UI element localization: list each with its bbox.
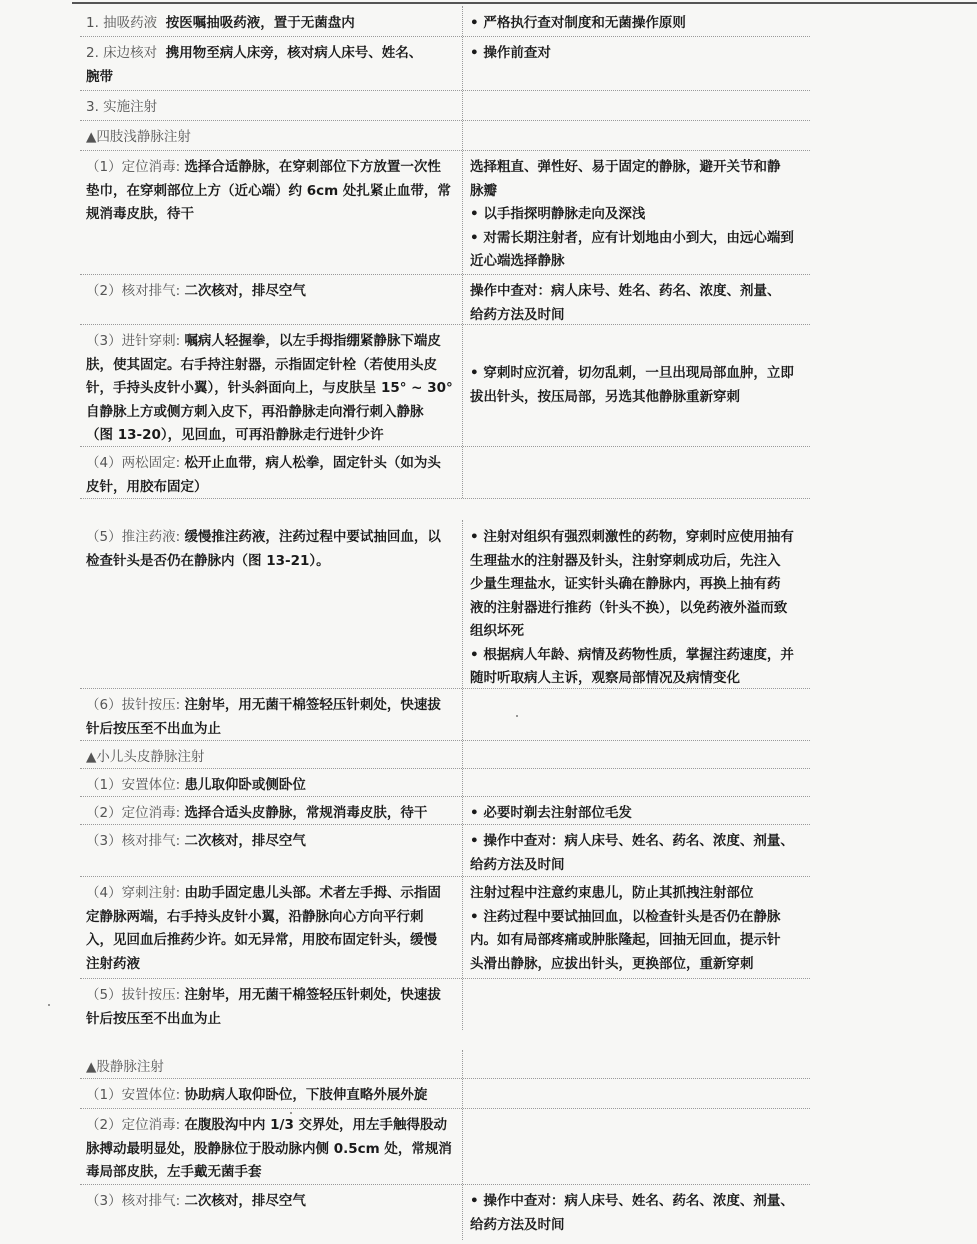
- note-line: • 注药过程中要试抽回血，以检查针头是否仍在静脉: [470, 908, 781, 925]
- section-row: [80, 120, 810, 151]
- section-cell: [86, 740, 460, 768]
- note-cell: [470, 876, 806, 978]
- step-text-line: 检查针头是否仍在静脉内（图 13-21）。: [86, 552, 330, 569]
- table-row: [80, 876, 810, 979]
- section-heading: ▲股静脉注射: [86, 1059, 164, 1075]
- step-text: 二次核对，排尽空气: [184, 833, 306, 849]
- note-line: • 严格执行查对制度和无菌操作原则: [470, 15, 686, 31]
- note-line: 操作中查对：病人床号、姓名、药名、浓度、剂量、: [470, 283, 781, 299]
- note-line: • 必要时剃去注射部位毛发: [470, 805, 632, 821]
- note-cell: [470, 6, 806, 36]
- step-text: 患儿取仰卧或侧卧位: [184, 777, 306, 793]
- note-line: 近心端选择静脉: [470, 253, 565, 269]
- step-text-line: 脉搏动最明显处，股静脉位于股动脉内侧 0.5cm 处，常规消: [86, 1140, 452, 1157]
- step-text: 松开止血带，病人松拳，固定针头（如为头: [184, 455, 441, 471]
- step-text: 由助手固定患儿头部。术者左手拇、示指固: [184, 885, 441, 901]
- step-cell: [86, 688, 460, 740]
- table-row: [80, 150, 810, 275]
- step-text: 协助病人取仰卧位，下肢伸直略外展外旋: [184, 1087, 428, 1103]
- section-row: [80, 90, 810, 121]
- table-row: [80, 36, 810, 91]
- note-line: 拔出针头，按压局部，另选其他静脉重新穿刺: [470, 388, 740, 405]
- step-text-line: 垫巾，在穿刺部位上方（近心端）约 6cm 处扎紧止血带，常: [86, 182, 451, 199]
- step-text-line: （图 13-20），见回血，可再沿静脉走行进针少许: [86, 427, 384, 443]
- step-text-line: 入，见回血后推药少许。如无异常，用胶布固定针头，缓慢: [86, 932, 437, 948]
- step-label: （2）核对排气:: [86, 283, 181, 299]
- step-cell: [86, 1108, 460, 1184]
- table-row: [80, 1078, 810, 1109]
- table-row: [80, 1108, 810, 1185]
- note-line: 生理盐水的注射器及针头，注射穿刺成功后，先注入: [470, 552, 781, 569]
- note-line: 脉瓣: [470, 182, 497, 199]
- note-cell: [470, 150, 806, 274]
- step-label: （5）拔针按压:: [86, 987, 181, 1003]
- table-row: [80, 520, 810, 689]
- step-text-line: 定静脉两端，右手持头皮针小翼，沿静脉向心方向平行刺: [86, 908, 424, 925]
- step-label: （1）定位消毒:: [86, 159, 181, 175]
- step-text-line: 规消毒皮肤，待干: [86, 206, 194, 222]
- section-cell: [86, 90, 460, 120]
- step-text: 嘱病人轻握拳，以左手拇指绷紧静脉下端皮: [184, 333, 441, 349]
- note-cell: [470, 1184, 806, 1240]
- step-label: （4）两松固定:: [86, 455, 181, 471]
- note-cell: [470, 324, 806, 446]
- table-row: [80, 6, 810, 37]
- step-text: 二次核对，排尽空气: [184, 1193, 306, 1209]
- note-line: • 操作前查对: [470, 45, 551, 61]
- step-label: （1）安置体位:: [86, 777, 181, 793]
- section-cell: [86, 1050, 460, 1078]
- step-text: 按医嘱抽吸药液，置于无菌盘内: [165, 15, 355, 31]
- step-label: （1）安置体位:: [86, 1087, 181, 1103]
- step-text-line: 注射药液: [86, 955, 140, 972]
- note-line: 头滑出静脉，应拔出针头，更换部位，重新穿刺: [470, 955, 754, 972]
- note-line: 给药方法及时间: [470, 306, 565, 323]
- note-line: 组织坏死: [470, 623, 524, 639]
- step-cell: [86, 876, 460, 978]
- note-cell: [470, 824, 806, 876]
- step-cell: [86, 520, 460, 688]
- note-line: 给药方法及时间: [470, 1216, 565, 1233]
- step-label: （3）进针穿刺:: [86, 333, 181, 349]
- step-text-line: 针，手持头皮针小翼），针头斜面向上，与皮肤呈 15° ~ 30°: [86, 380, 453, 396]
- section-heading: 3. 实施注射: [86, 99, 158, 115]
- step-cell: [86, 1078, 460, 1108]
- section-row: [80, 1050, 810, 1079]
- note-line: 随时听取病人主诉，观察局部情况及病情变化: [470, 670, 740, 686]
- step-cell: [86, 36, 460, 90]
- step-label: （2）定位消毒:: [86, 1117, 181, 1133]
- column-divider: [462, 520, 463, 1030]
- step-text: 注射毕，用无菌干棉签轻压针刺处，快速拔: [184, 697, 441, 713]
- table-row: [80, 446, 810, 499]
- note-line: 液的注射器进行推药（针头不换），以免药液外溢而致: [470, 599, 788, 616]
- step-text-line: 腕带: [86, 68, 113, 85]
- step-text-line: 肤，使其固定。右手持注射器，示指固定针栓（若使用头皮: [86, 356, 437, 373]
- step-text-line: 针后按压至不出血为止: [86, 720, 221, 737]
- step-label: 1. 抽吸药液: [86, 15, 158, 31]
- note-cell: [470, 796, 806, 824]
- step-text-line: 毒局部皮肤，左手戴无菌手套: [86, 1164, 262, 1180]
- note-line: • 根据病人年龄、病情及药物性质，掌握注药速度，并: [470, 646, 794, 663]
- table-row: [80, 978, 810, 1030]
- step-cell: [86, 1184, 460, 1240]
- note-line: • 操作中查对：病人床号、姓名、药名、浓度、剂量、: [470, 1193, 794, 1209]
- step-label: （3）核对排气:: [86, 833, 181, 849]
- step-label: 2. 床边核对: [86, 45, 158, 61]
- section-cell: [86, 120, 460, 150]
- table-row: [80, 274, 810, 325]
- note-line: 给药方法及时间: [470, 856, 565, 873]
- note-line: • 对需长期注射者，应有计划地由小到大，由远心端到: [470, 229, 794, 246]
- note-line: 选择粗直、弹性好、易于固定的静脉，避开关节和静: [470, 159, 781, 175]
- step-text-line: 自静脉上方或侧方刺入皮下，再沿静脉走向滑行刺入静脉: [86, 403, 424, 420]
- scan-speck: [48, 1004, 50, 1006]
- scan-speck: [516, 715, 518, 717]
- note-line: • 操作中查对：病人床号、姓名、药名、浓度、剂量、: [470, 833, 794, 849]
- note-line: • 穿刺时应沉着，切勿乱刺，一旦出现局部血肿，立即: [470, 365, 794, 381]
- step-text: 缓慢推注药液，注药过程中要试抽回血，以: [184, 529, 441, 545]
- section-heading: ▲四肢浅静脉注射: [86, 129, 191, 145]
- step-cell: [86, 150, 460, 274]
- step-cell: [86, 796, 460, 824]
- note-line: 少量生理盐水，证实针头确在静脉内，再换上抽有药: [470, 576, 781, 592]
- section-heading: ▲小儿头皮静脉注射: [86, 749, 205, 765]
- step-text-line: 皮针，用胶布固定）: [86, 478, 208, 495]
- step-text-line: 针后按压至不出血为止: [86, 1010, 221, 1027]
- step-cell: [86, 978, 460, 1030]
- note-cell: [470, 36, 806, 90]
- note-line: 注射过程中注意约束患儿，防止其抓拽注射部位: [470, 885, 754, 901]
- table-row: [80, 796, 810, 825]
- step-label: （3）核对排气:: [86, 1193, 181, 1209]
- step-label: （6）拔针按压:: [86, 697, 181, 713]
- step-text: 选择合适静脉，在穿刺部位下方放置一次性: [184, 159, 441, 175]
- step-cell: [86, 446, 460, 498]
- table-row: [80, 768, 810, 797]
- step-text: 携用物至病人床旁，核对病人床号、姓名、: [165, 45, 423, 61]
- column-divider: [462, 1050, 463, 1240]
- step-text: 选择合适头皮静脉，常规消毒皮肤，待干: [184, 805, 428, 821]
- step-cell: [86, 824, 460, 876]
- step-text: 在腹股沟中内 1/3 交界处，用左手触得股动: [184, 1117, 448, 1133]
- note-cell: [470, 274, 806, 324]
- table-row: [80, 1184, 810, 1240]
- note-cell: [470, 520, 806, 688]
- note-line: • 注射对组织有强烈刺激性的药物，穿刺时应使用抽有: [470, 529, 794, 545]
- table-row: [80, 688, 810, 741]
- note-line: 内。如有局部疼痛或肿胀隆起，回抽无回血，提示针: [470, 932, 781, 948]
- step-cell: [86, 6, 460, 36]
- step-label: （2）定位消毒:: [86, 805, 181, 821]
- section-row: [80, 740, 810, 769]
- column-divider: [462, 6, 463, 498]
- step-cell: [86, 274, 460, 324]
- step-cell: [86, 768, 460, 796]
- step-text: 二次核对，排尽空气: [184, 283, 306, 299]
- table-row: [80, 324, 810, 447]
- step-cell: [86, 324, 460, 446]
- step-label: （4）穿刺注射:: [86, 885, 181, 901]
- note-line: • 以手指探明静脉走向及深浅: [470, 206, 646, 222]
- top-rule: [72, 2, 977, 4]
- step-text: 注射毕，用无菌干棉签轻压针刺处，快速拔: [184, 987, 441, 1003]
- step-label: （5）推注药液:: [86, 529, 181, 545]
- table-row: [80, 824, 810, 877]
- scan-speck: [290, 1112, 292, 1114]
